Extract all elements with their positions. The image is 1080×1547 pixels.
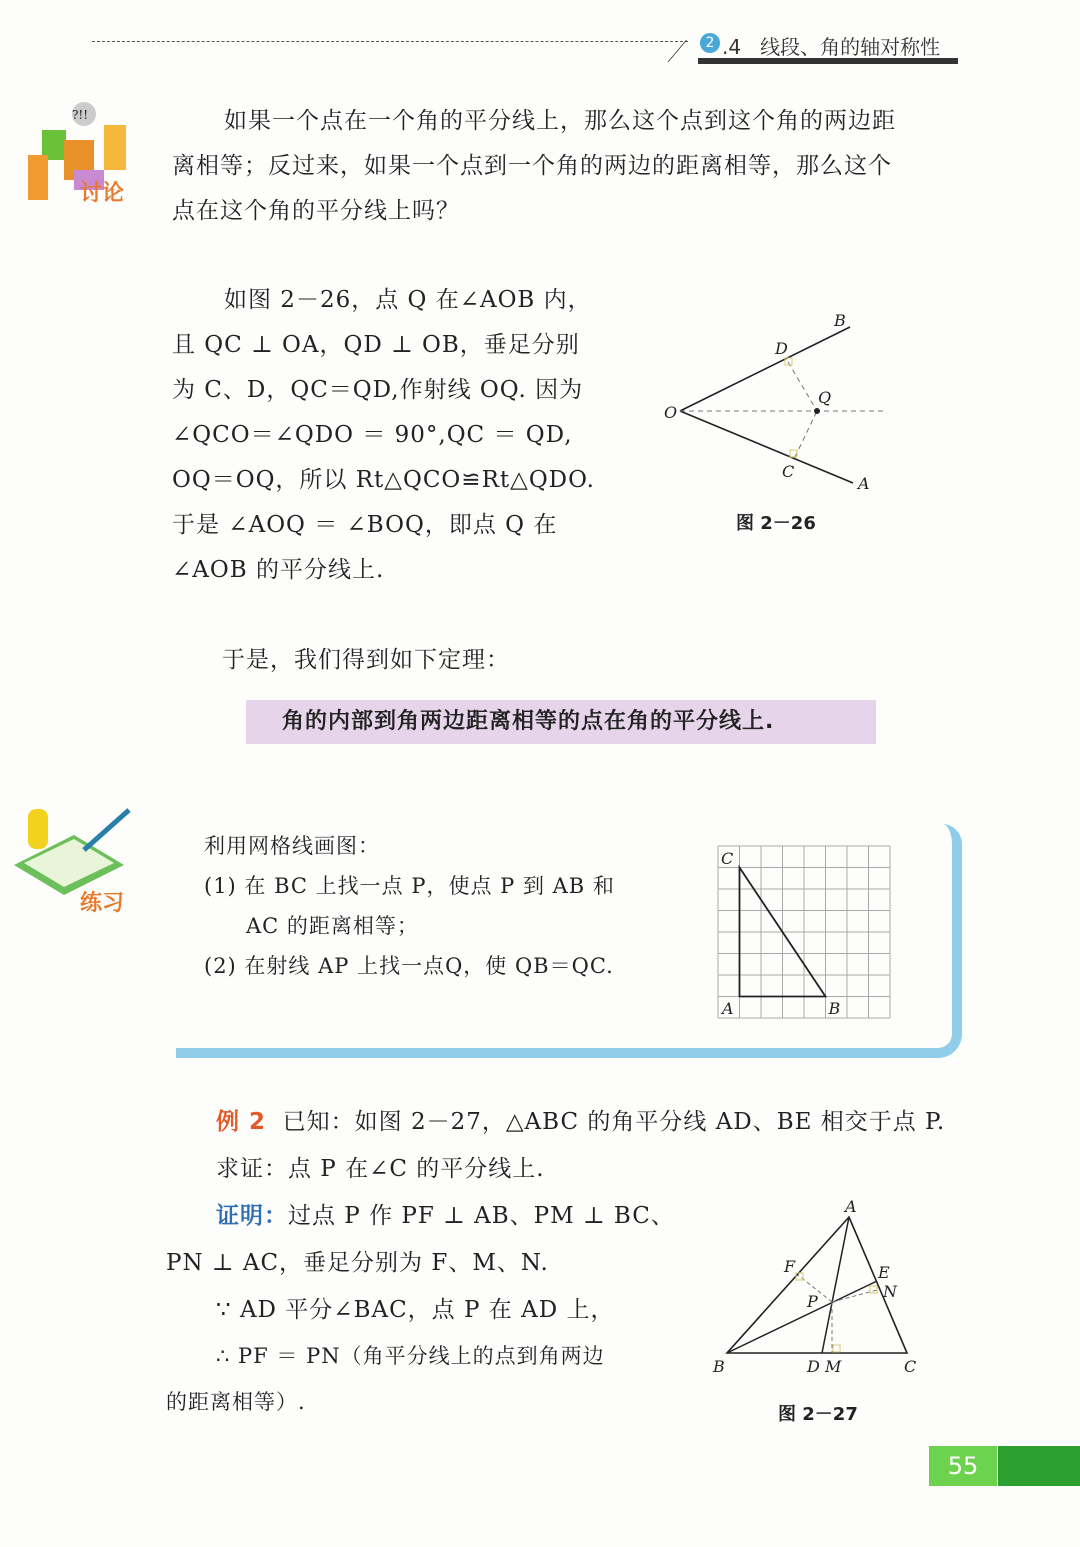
discussion-line-2: 离相等；反过来，如果一个点到一个角的两边的距离相等，那么这个 (172, 153, 892, 179)
example-given-text: 已知：如图 2－27，△ABC 的角平分线 AD、BE 相交于点 P. (282, 1109, 946, 1135)
point-Q (814, 408, 820, 414)
discussion-line-1: 如果一个点在一个角的平分线上，那么这个点到这个角的两边距 (224, 108, 896, 134)
proof-text: 过点 P 作 PF ⊥ AB、PM ⊥ BC、 (288, 1203, 675, 1229)
right-angle-mark (870, 1286, 877, 1293)
proof-line: ∵ AD 平分∠BAC，点 P 在 AD 上， (216, 1297, 615, 1323)
label-O: O (664, 403, 678, 422)
example2-given (216, 1103, 945, 1136)
label-Q: Q (818, 388, 832, 407)
discussion-line-3: 点在这个角的平分线上吗？ (172, 198, 460, 224)
exercise-label: 练习 (80, 891, 125, 916)
label-E: E (878, 1263, 890, 1282)
label-C: C (721, 849, 734, 868)
ray-OA (680, 411, 853, 483)
exercise-line: (2) 在射线 AP 上找一点Q，使 QB＝QC. (204, 954, 614, 978)
exercise-line: AC 的距离相等； (246, 914, 419, 938)
label-M: M (825, 1357, 842, 1376)
section-suffix: .4 (722, 35, 742, 59)
section-number-badge: 2 (700, 33, 720, 53)
figure-2-27 (0, 1180, 1080, 1380)
proof1-line: 且 QC ⊥ OA，QD ⊥ OB，垂足分别 (172, 332, 580, 358)
label-B: B (834, 311, 846, 330)
section-title-text: 线段、角的轴对称性 (760, 35, 941, 59)
triangle-ABC (727, 1217, 907, 1353)
proof-line: ∴ PF ＝ PN（角平分线上的点到角两边 (216, 1344, 605, 1368)
label-A: A (722, 999, 734, 1018)
example-label: 例 2 (216, 1109, 267, 1135)
proof1-line: 为 C、D，QC＝QD,作射线 OQ. 因为 (172, 377, 584, 403)
proof1-line: 于是 ∠AOQ ＝ ∠BOQ，即点 Q 在 (172, 512, 558, 538)
example2-prove: 求证：点 P 在∠C 的平分线上. (216, 1156, 545, 1182)
label-P: P (807, 1292, 818, 1311)
proof-line: PN ⊥ AC，垂足分别为 F、M、N. (166, 1250, 549, 1276)
bisector-BE (727, 1281, 877, 1353)
figure-2-26 (0, 0, 1080, 560)
theorem-box: 角的内部到角两边距离相等的点在角的平分线上. (246, 700, 876, 744)
svg-text:?!!: ?!! (72, 108, 89, 122)
label-D: D (775, 339, 788, 358)
label-A: A (858, 474, 870, 493)
exercise-line: 利用网格线画图： (204, 834, 380, 858)
figure-2-26-caption: 图 2－26 (736, 513, 816, 534)
label-F: F (784, 1257, 796, 1276)
label-B: B (713, 1357, 725, 1376)
label-B: B (828, 999, 841, 1018)
proof1-line: OQ＝OQ，所以 Rt△QCO≌Rt△QDO. (172, 467, 595, 493)
discussion-label: 讨论 (80, 181, 125, 206)
proof1-line: ∠AOB 的平分线上. (172, 557, 385, 583)
exercise-grid-figure (714, 842, 894, 1022)
exercise-line: (1) 在 BC 上找一点 P，使点 P 到 AB 和 (204, 874, 615, 898)
right-angle-mark (833, 1345, 840, 1352)
label-D: D (807, 1357, 820, 1376)
page-number-bar (998, 1446, 1080, 1486)
proof-label: 证明： (216, 1203, 288, 1229)
label-C: C (782, 462, 795, 481)
figure-2-27-caption: 图 2－27 (778, 1404, 858, 1425)
segment-QC (795, 411, 817, 457)
label-C: C (904, 1357, 917, 1376)
proof1-line: 如图 2－26，点 Q 在∠AOB 内， (224, 287, 592, 313)
exercise-icon (14, 805, 134, 895)
proof1-line: ∠QCO＝∠QDO ＝ 90°,QC ＝ QD, (172, 422, 573, 448)
segment-QD (788, 362, 817, 411)
conclusion-intro: 于是，我们得到如下定理： (222, 647, 510, 673)
page-number: 55 (929, 1446, 997, 1486)
bisector-AD (822, 1217, 849, 1353)
label-A: A (845, 1197, 857, 1216)
proof-line: 的距离相等）. (166, 1390, 306, 1414)
label-N: N (883, 1282, 897, 1301)
